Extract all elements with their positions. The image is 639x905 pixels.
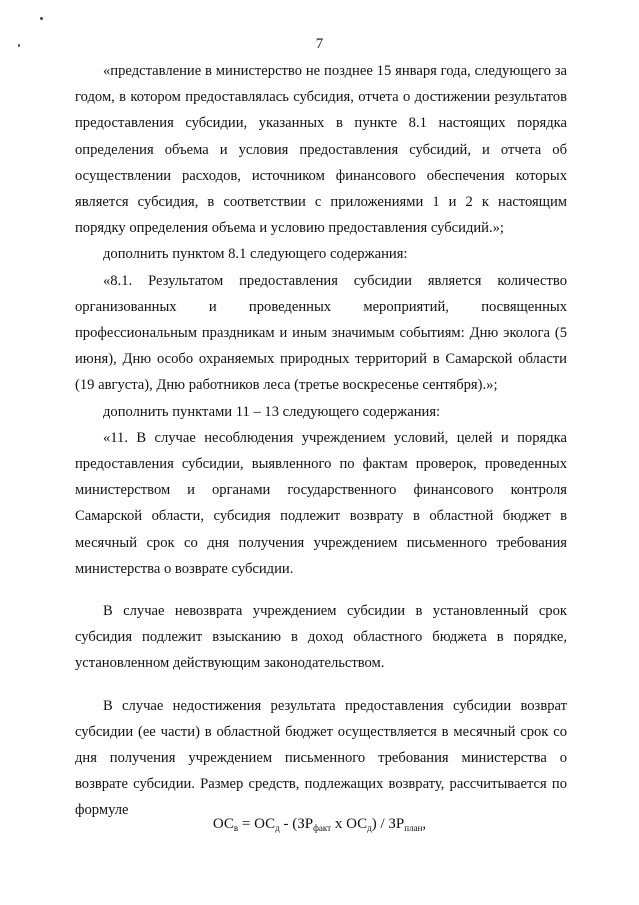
paragraph-add-8-1: дополнить пунктом 8.1 следующего содержания:: [103, 246, 408, 263]
formula-div: ) /: [371, 816, 389, 832]
paragraph-non-achievement: В случае недостижения результата предоставления субсидии возврат субсидии (ее части) в областной бюджет осуществляется в месячный срок со дня получения учреждением письменного требования министерства о возврате субсидии. Размер средств, подлежащих возврату, рассчитывается по формуле: [75, 697, 567, 819]
formula-eq: =: [238, 816, 255, 832]
formula-term-1: ОС: [254, 816, 276, 832]
formula-tail: ,: [422, 816, 427, 832]
paragraph-non-return: В случае невозврата учреждением субсидии в установленный срок субсидия подлежит взысканию в доход областного бюджета в порядке, установленном действующим законодательством.: [75, 603, 567, 672]
return-formula: [0, 816, 639, 833]
formula-term-3-sub: д: [367, 823, 372, 833]
paragraph-add-11-13: дополнить пунктами 11 – 13 следующего содержания:: [103, 403, 441, 420]
paragraph-clause-8-1: «8.1. Результатом предоставления субсидии является количество организованных и проведенных мероприятий, посвященных профессиональным праздникам и иным значимым событиям: Дню эколога (5 июня), Дню особо охраняемых природных территорий в Самарской области (19 августа), Дню работников леса (третье воскресенье сентября).»;: [75, 272, 567, 394]
formula-term-3: ОС: [346, 816, 368, 832]
formula-term-2-sub: факт: [313, 823, 332, 833]
formula-term-4-sub: план: [404, 823, 423, 833]
formula-lhs-sub: в: [233, 823, 239, 833]
paragraph-gap: [75, 677, 567, 693]
document-body: [75, 58, 567, 824]
paragraph-gap: [75, 582, 567, 598]
formula-term-4: ЗР: [388, 816, 405, 832]
formula-lhs: ОС: [212, 816, 234, 832]
formula-term-1-sub: д: [275, 823, 280, 833]
formula-times: х: [331, 816, 347, 832]
formula-term-2: ЗР: [297, 816, 314, 832]
paragraph-clause-11: «11. В случае несоблюдения учреждением условий, целей и порядка предоставления субсидии, выявленного по фактам проверок, проведенных министерством и органами государственного финансового контроля Самарской области, субсидия подлежит возврату в областной бюджет в месячный срок со дня получения учреждением письменного требования министерства о возврате субсидии.: [75, 429, 567, 577]
scan-speck: [40, 17, 43, 20]
formula-minus: - (: [279, 816, 298, 832]
paragraph-report-submission: «представление в министерство не позднее 15 января года, следующего за годом, в котором предоставлялась субсидия, отчета о достижении результатов предоставления субсидии, указанных в пункте 8.1 настоящих порядка определения объема и условия предоставления субсидий, и отчета об осуществлении расходов, источником финансового обеспечения которых является субсидия, в соответствии с приложениями 1 и 2 к настоящим порядку определения объема и условию предоставления субсидий.»;: [75, 63, 567, 237]
page-number: 7: [315, 36, 324, 52]
